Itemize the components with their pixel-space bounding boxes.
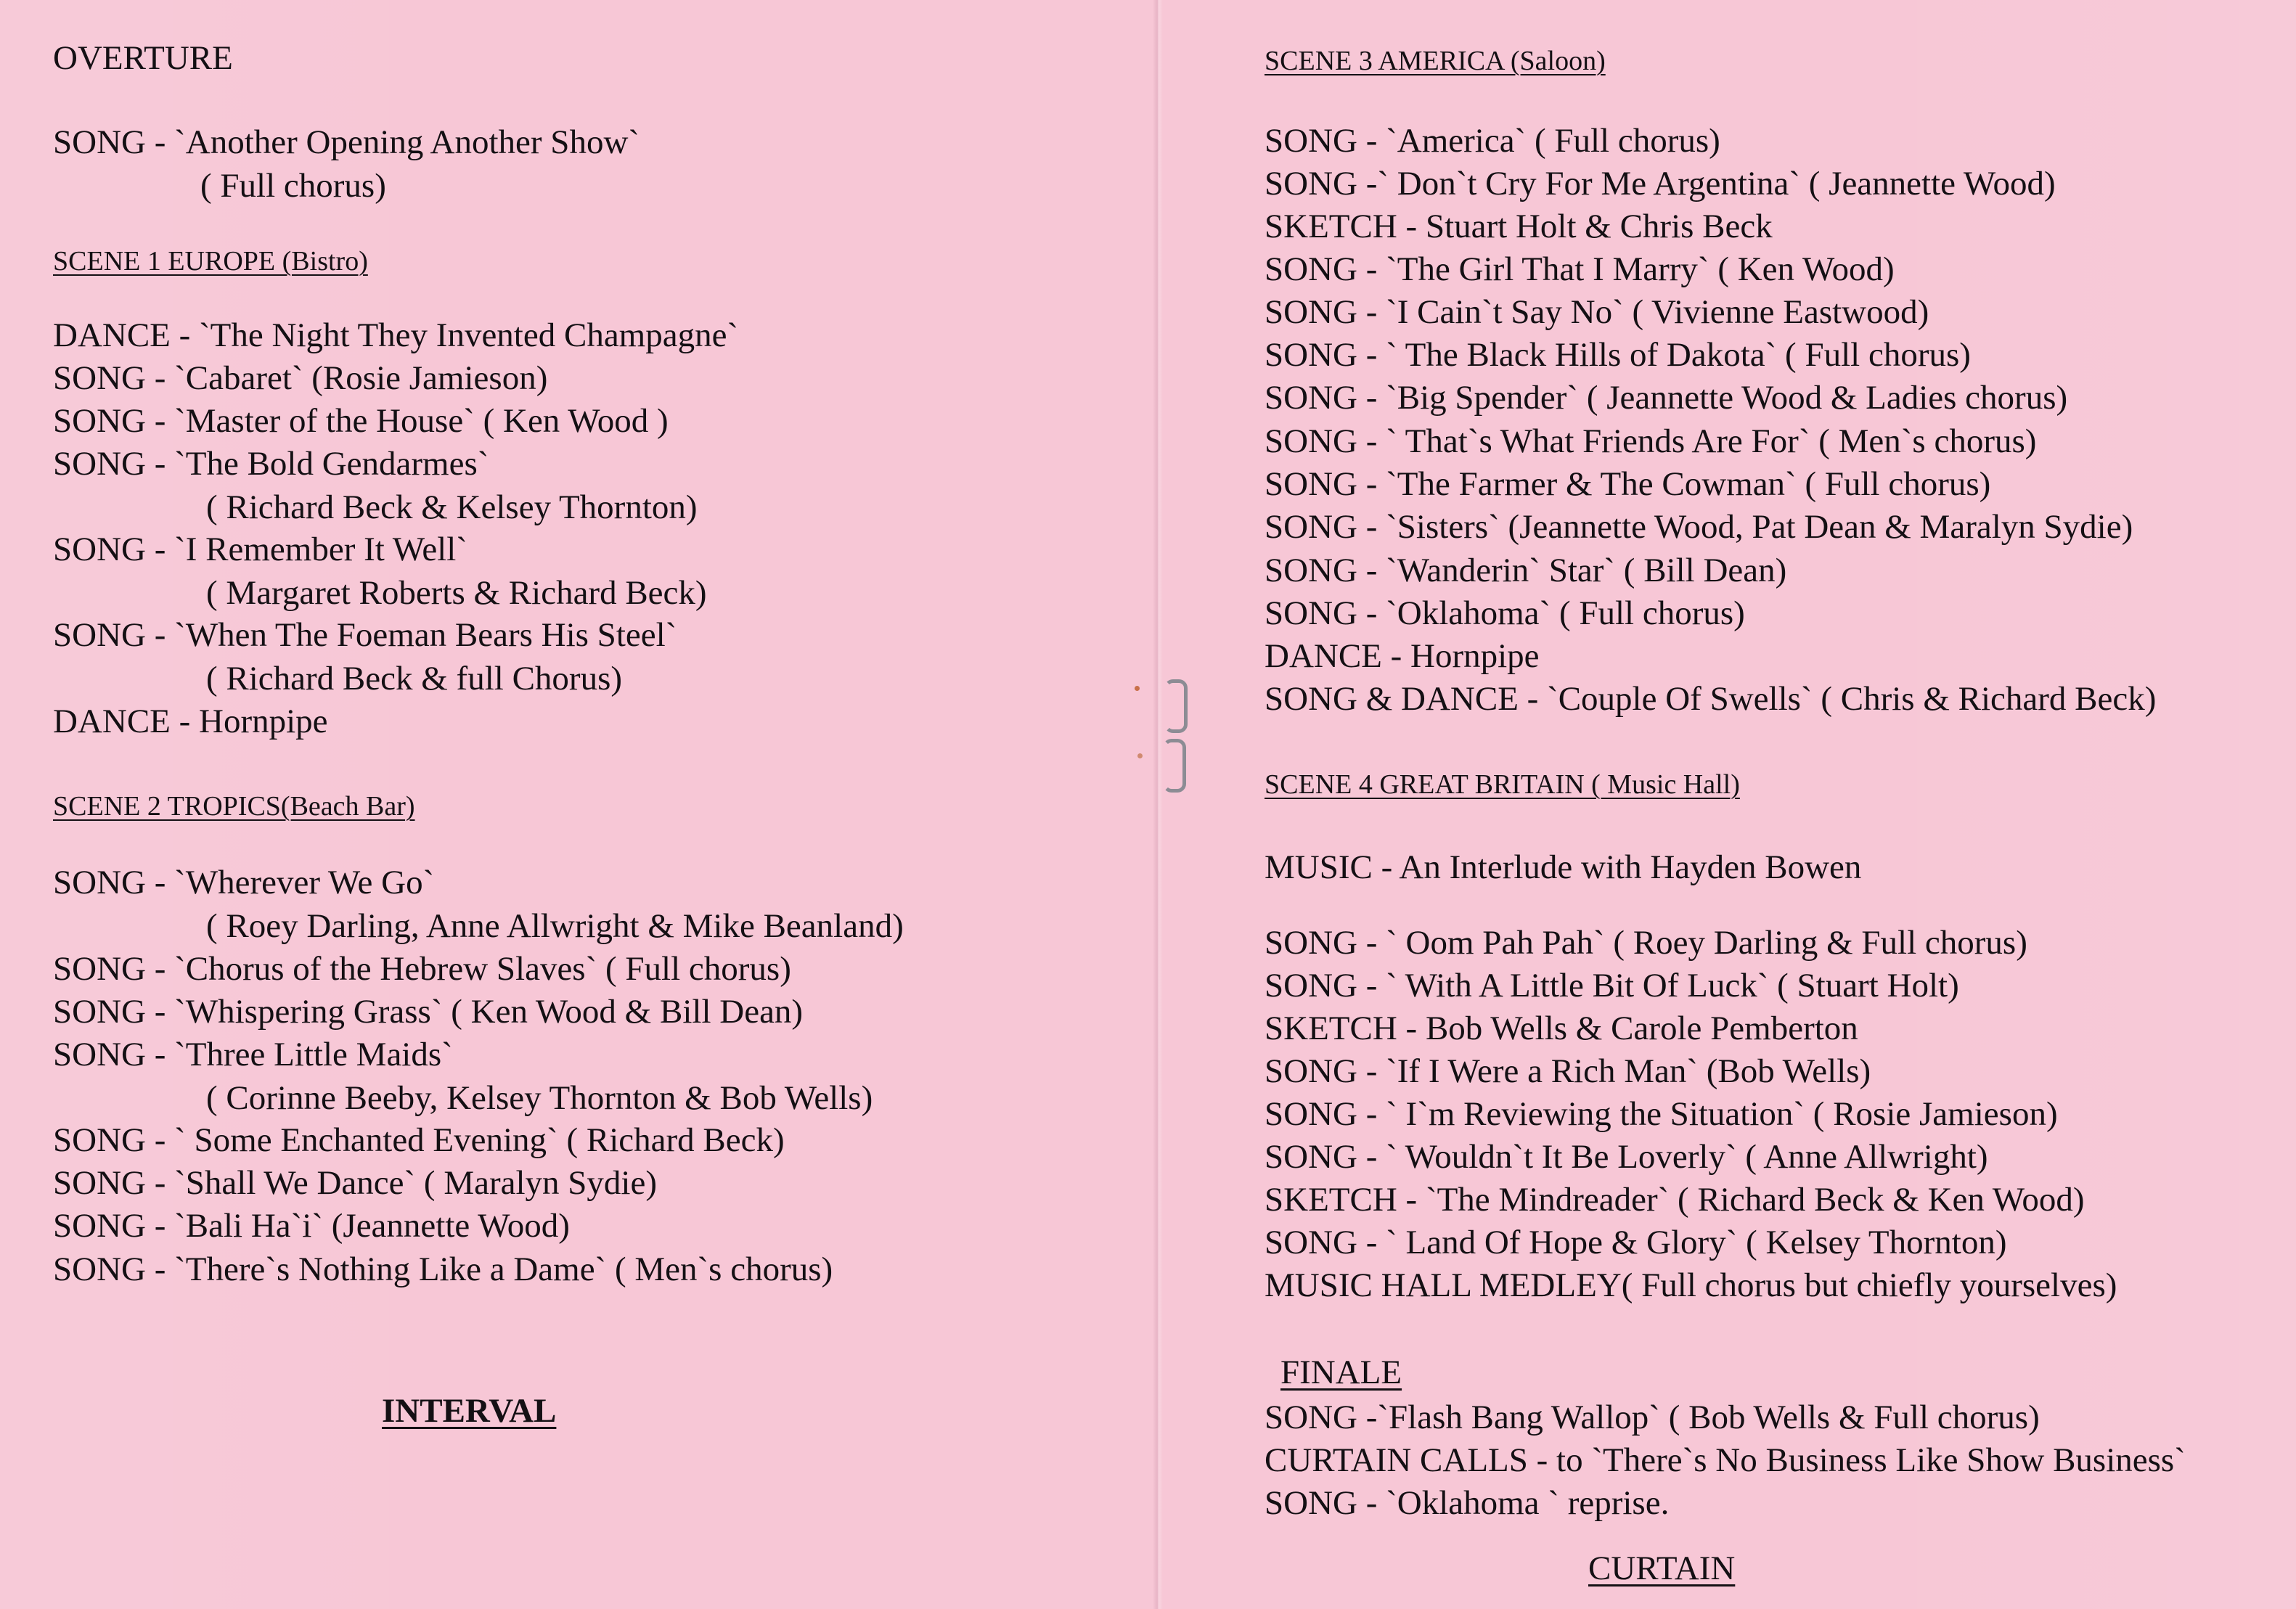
programme-line: SONG - `The Farmer & The Cowman` ( Full chorus) — [1265, 465, 1991, 503]
programme-line: SONG - `There`s Nothing Like a Dame` ( Men`s chorus) — [53, 1250, 833, 1288]
programme-line: DANCE - `The Night They Invented Champagne` — [53, 316, 739, 354]
programme-line: SONG - `Oklahoma ` reprise. — [1265, 1484, 1670, 1522]
programme-line: SONG - ` The Black Hills of Dakota` ( Full chorus) — [1265, 336, 1971, 374]
scene-heading: SCENE 4 GREAT BRITAIN ( Music Hall) — [1265, 769, 1740, 800]
scene-heading: SCENE 1 EUROPE (Bistro) — [53, 246, 368, 277]
performer-credit: ( Corinne Beeby, Kelsey Thornton & Bob Wells) — [206, 1079, 873, 1117]
staple-bottom — [1163, 739, 1186, 793]
paper-mark — [1135, 686, 1140, 691]
programme-line: SONG - ` Land Of Hope & Glory` ( Kelsey Thornton) — [1265, 1224, 2007, 1261]
programme-line: SONG -`Flash Bang Wallop` ( Bob Wells & Full chorus) — [1265, 1399, 2040, 1436]
programme-line: SONG - `Chorus of the Hebrew Slaves` ( Full chorus) — [53, 950, 791, 988]
programme-line: SONG - ` Some Enchanted Evening` ( Richard Beck) — [53, 1121, 785, 1159]
programme-line: SONG - `Shall We Dance` ( Maralyn Sydie) — [53, 1164, 658, 1202]
staple-top — [1164, 679, 1188, 733]
programme-line: SONG - ` With A Little Bit Of Luck` ( Stuart Holt) — [1265, 967, 1959, 1004]
programme-line: SONG -` Don`t Cry For Me Argentina` ( Jeannette Wood) — [1265, 165, 2056, 202]
performer-credit: ( Richard Beck & Kelsey Thornton) — [206, 488, 698, 526]
programme-line: SKETCH - `The Mindreader` ( Richard Beck & Ken Wood) — [1265, 1181, 2085, 1219]
programme-line: SONG - `I Cain`t Say No` ( Vivienne Eastwood) — [1265, 293, 1929, 331]
performer-credit: ( Full chorus) — [200, 167, 386, 205]
programme-line: SONG - ` I`m Reviewing the Situation` ( Rosie Jamieson) — [1265, 1095, 2058, 1133]
programme-line: SONG - `Three Little Maids` — [53, 1036, 453, 1073]
programme-line: DANCE - Hornpipe — [53, 703, 328, 740]
curtain-heading: CURTAIN — [1588, 1549, 1736, 1587]
programme-line: SKETCH - Bob Wells & Carole Pemberton — [1265, 1010, 1858, 1047]
programme-line: SONG - `Another Opening Another Show` — [53, 123, 640, 161]
performer-credit: ( Richard Beck & full Chorus) — [206, 660, 623, 697]
programme-line: SONG - `The Bold Gendarmes` — [53, 445, 489, 483]
overture-title: OVERTURE — [53, 39, 233, 77]
center-fold — [1153, 0, 1163, 1609]
programme-line: SONG - `When The Foeman Bears His Steel` — [53, 616, 677, 654]
programme-line: MUSIC - An Interlude with Hayden Bowen — [1265, 848, 1862, 886]
scene-heading: SCENE 2 TROPICS(Beach Bar) — [53, 791, 415, 822]
programme-line: SONG - `If I Were a Rich Man` (Bob Wells) — [1265, 1052, 1871, 1090]
scene-heading: SCENE 3 AMERICA (Saloon) — [1265, 46, 1606, 76]
programme-line: SONG - `Bali Ha`i` (Jeannette Wood) — [53, 1207, 570, 1245]
programme-line: SONG - ` Wouldn`t It Be Loverly` ( Anne Allwright) — [1265, 1138, 1988, 1176]
programme-line: SONG - `Big Spender` ( Jeannette Wood & Ladies chorus) — [1265, 379, 2068, 417]
programme-line: DANCE - Hornpipe — [1265, 637, 1540, 675]
performer-credit: ( Roey Darling, Anne Allwright & Mike Beanland) — [206, 907, 904, 945]
finale-heading: FINALE — [1280, 1354, 1402, 1391]
programme-line: SONG - ` Oom Pah Pah` ( Roey Darling & Full chorus) — [1265, 924, 2027, 962]
paper-mark — [1137, 753, 1143, 758]
programme-line: SONG - `Wanderin` Star` ( Bill Dean) — [1265, 552, 1787, 589]
programme-line: SONG - `The Girl That I Marry` ( Ken Wood) — [1265, 250, 1895, 288]
programme-line: SONG - `Cabaret` (Rosie Jamieson) — [53, 359, 548, 397]
programme-line: SKETCH - Stuart Holt & Chris Beck — [1265, 208, 1773, 245]
programme-line: SONG - `Master of the House` ( Ken Wood ) — [53, 402, 669, 440]
programme-line: SONG - `Oklahoma` ( Full chorus) — [1265, 594, 1745, 632]
performer-credit: ( Margaret Roberts & Richard Beck) — [206, 574, 707, 612]
programme-line: SONG - `Whispering Grass` ( Ken Wood & Bill Dean) — [53, 993, 804, 1031]
programme-line: CURTAIN CALLS - to `There`s No Business Like Show Business` — [1265, 1441, 2186, 1479]
programme-line: SONG - `Wherever We Go` — [53, 864, 435, 901]
programme-line: SONG & DANCE - `Couple Of Swells` ( Chris & Richard Beck) — [1265, 680, 2157, 718]
programme-line: SONG - ` That`s What Friends Are For` ( Men`s chorus) — [1265, 422, 2037, 460]
programme-line: MUSIC HALL MEDLEY( Full chorus but chiefly yourselves) — [1265, 1266, 2117, 1304]
programme-line: SONG - `America` ( Full chorus) — [1265, 122, 1720, 160]
interval-heading: INTERVAL — [382, 1392, 557, 1430]
programme-line: SONG - `Sisters` (Jeannette Wood, Pat Dean & Maralyn Sydie) — [1265, 508, 2133, 546]
programme-line: SONG - `I Remember It Well` — [53, 531, 467, 568]
